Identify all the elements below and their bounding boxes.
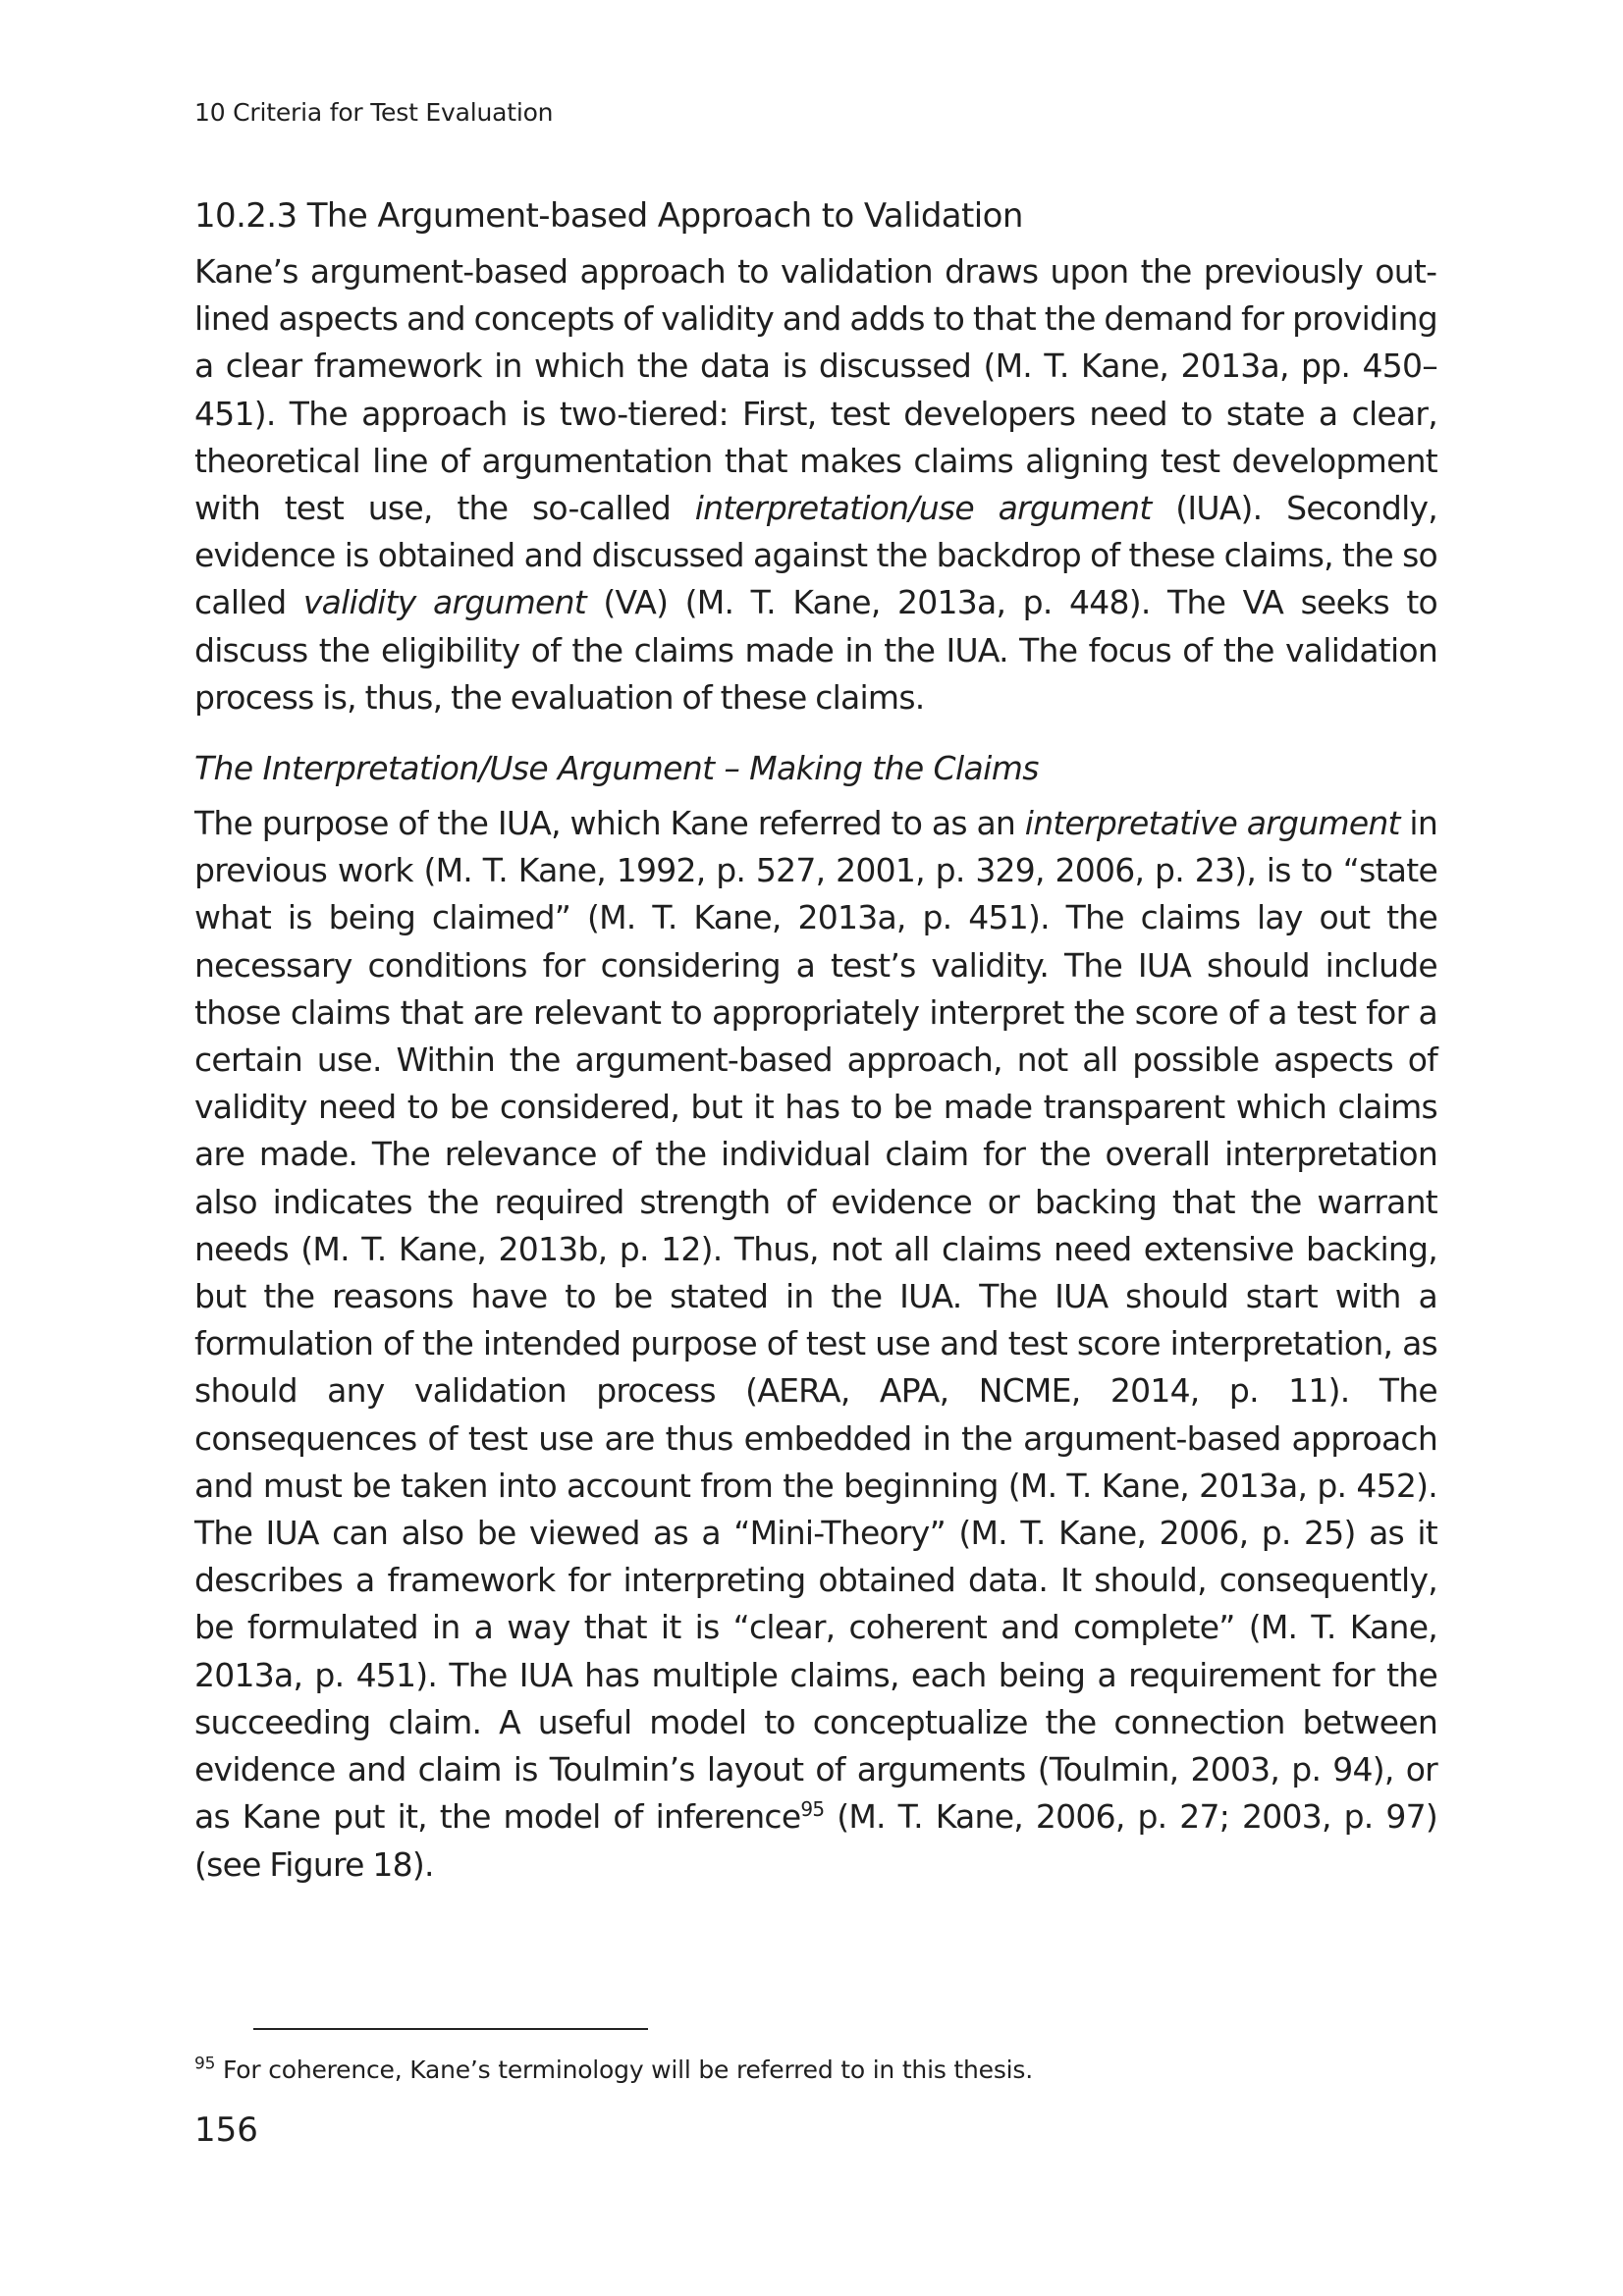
term-interpretative-argument: interpretative argument bbox=[1024, 804, 1400, 843]
footnote bbox=[194, 2056, 1033, 2084]
paragraph-intro-text-3: (VA) (M. T. Kane, 2013a, p. 448). The VA seeks to discuss the eligibility of the claims made in the IUA. The focus of the validation process is, thus, the evaluation of these claims. bbox=[194, 583, 1437, 717]
paragraph-intro-text-2: (IUA). Secondly, evidence is obtained and discussed against the backdrop of these claims, the so called bbox=[194, 489, 1437, 622]
footnote-divider bbox=[253, 2028, 648, 2030]
paragraph-iua-text-3: (M. T. Kane, 2006, p. 27; 2003, p. 97) (see Figure 18). bbox=[194, 1797, 1437, 1884]
footnote-number: 95 bbox=[194, 2054, 216, 2074]
subheading: The Interpretation/Use Argument – Making the Claims bbox=[194, 749, 1039, 788]
paragraph-iua-text-2: in previous work (M. T. Kane, 1992, p. 527, 2001, p. 329, 2006, p. 23), is to “state what is being claimed” (M. T. Kane, 2013a, p. 451). The claims lay out the necessary conditions for considering a test’s validity. The IUA should include those claims that are relevant to appropriately interpret the score of a test for a certain use. Within the argument-based approach, not all possible aspects of validity need to be considered, but it has to be made transparent which claims are made. The relevance of the individual claim for the overall interpretation also indicates the required strength of evidence or backing that the warrant needs (M. T. Kane, 2013b, p. 12). Thus, not all claims need extensive backing, but the reasons have to be stated in the IUA. The IUA should start with a formulation of the intended purpose of test use and test score interpretation, as should any validation process (AERA, APA, NCME, 2014, p. 11). The consequences of test use are thus embedded in the argument-based approach and must be taken into account from the beginning (M. T. Kane, 2013a, p. 452). The IUA can also be viewed as a “Mini-Theory” (M. T. Kane, 2006, p. 25) as it describes a framework for interpreting obtained data. It should, consequently, be formulated in a way that it is “clear, coherent and complete” (M. T. Kane, 2013a, p. 451). The IUA has multiple claims, each being a requirement for the succeeding claim. A useful model to conceptualize the connection between evidence and claim is Toulmin’s layout of arguments (Toulmin, 2003, p. 94), or as Kane put it, the model of inference bbox=[194, 804, 1437, 1837]
paragraph-iua-text-1: The purpose of the IUA, which Kane referred to as an bbox=[194, 804, 1025, 843]
footnote-text: For coherence, Kane’s terminology will be referred to in this thesis. bbox=[215, 2056, 1033, 2084]
paragraph-intro bbox=[194, 248, 1437, 721]
footnote-reference[interactable]: 95 bbox=[800, 1797, 825, 1822]
main-text bbox=[194, 192, 1437, 1889]
page-number: 156 bbox=[194, 2110, 258, 2150]
paragraph-iua bbox=[194, 800, 1437, 1889]
term-validity-argument: validity argument bbox=[302, 583, 586, 622]
running-head: 10 Criteria for Test Evaluation bbox=[194, 98, 554, 127]
paragraph-intro-text-1: Kane’s argument-based approach to validation draws upon the previously outlined aspects and concepts of validity and adds to that the demand for providing a clear framework in which the data is discussed (M. T. Kane, 2013a, pp. 450–451). The approach is two-tiered: First, test developers need to state a clear, theoretical line of argumentation that makes claims aligning test development with test use, the so-called bbox=[194, 252, 1437, 528]
term-interpretation-use-argument: interpretation/use argument bbox=[694, 489, 1152, 528]
section-heading: 10.2.3 The Argument-based Approach to Validation bbox=[194, 196, 1023, 236]
